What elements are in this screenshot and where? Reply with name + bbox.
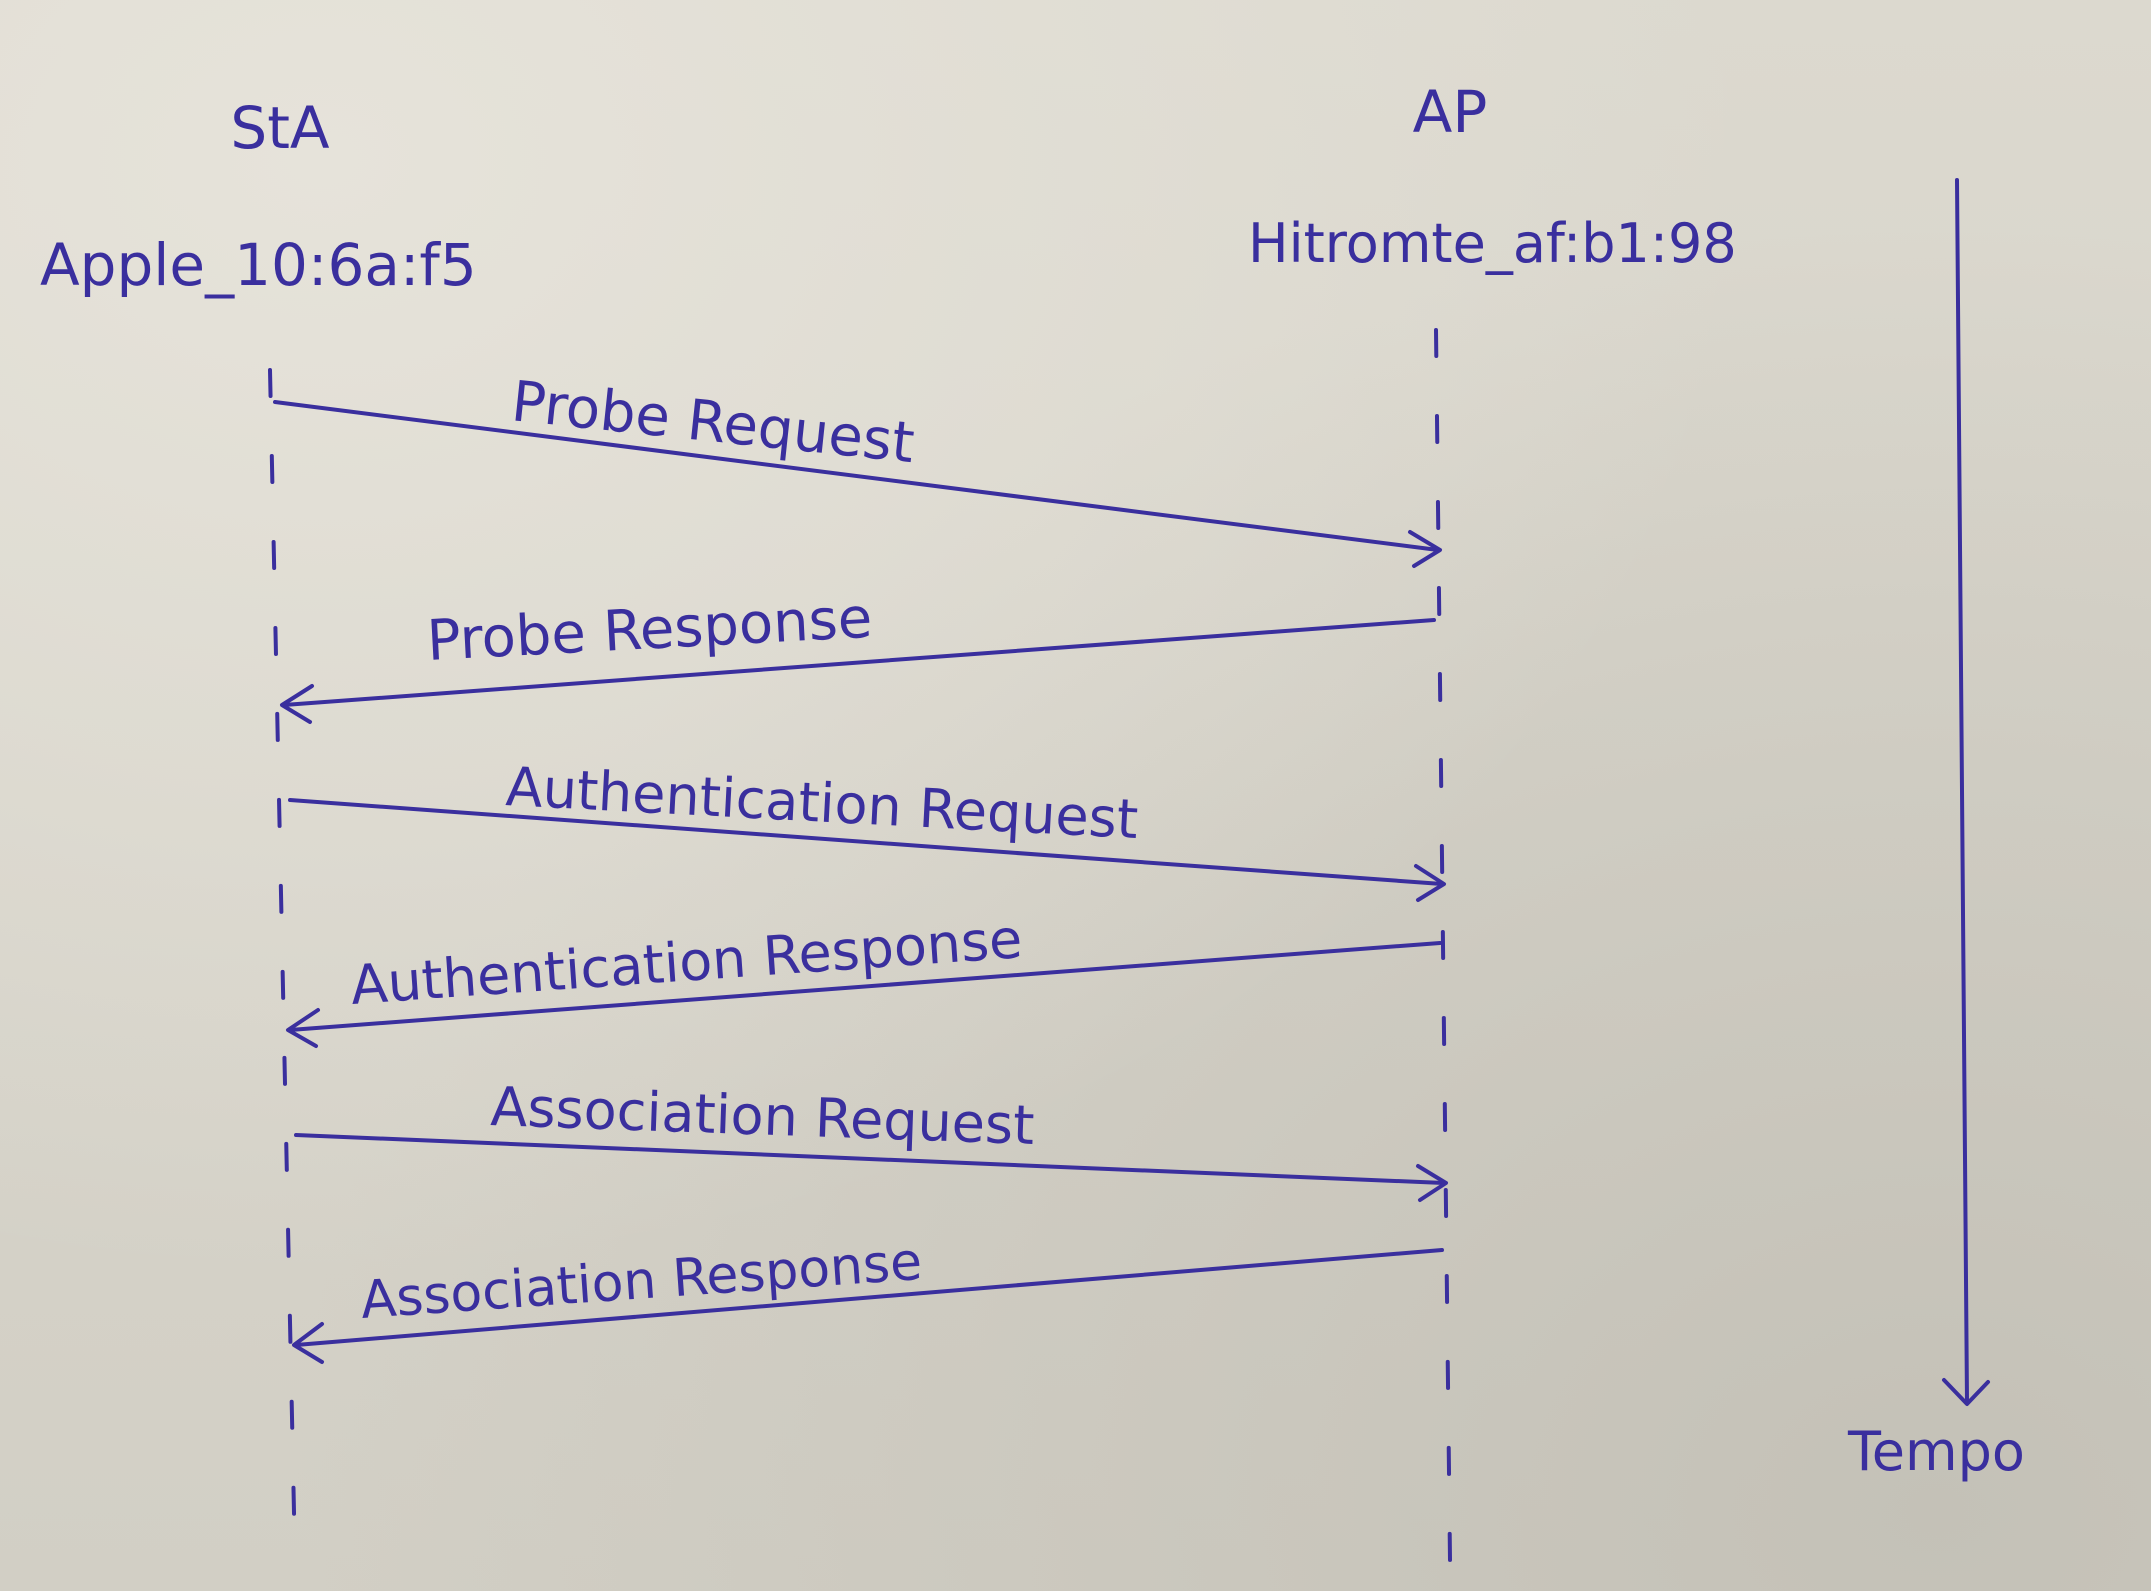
- ap-label: AP: [1412, 78, 1488, 146]
- ap-address: Hitromte_af:b1:98: [1248, 212, 1737, 275]
- message-label: Probe Response: [425, 585, 874, 674]
- time-axis-line: [1957, 180, 1967, 1402]
- message-label: Authentication Response: [348, 907, 1025, 1017]
- message-label: Authentication Request: [504, 755, 1140, 852]
- sta-lifeline: [270, 370, 295, 1560]
- message-probe-request: [275, 369, 1440, 566]
- message-probe-response: [282, 586, 1434, 722]
- message-authentication-response: [288, 907, 1440, 1046]
- time-axis: [1847, 180, 2025, 1483]
- message-label: Association Request: [489, 1075, 1036, 1157]
- message-label: Association Response: [358, 1231, 924, 1331]
- sta-label: StA: [230, 94, 330, 162]
- message-association-request: [296, 1075, 1446, 1200]
- time-axis-label: Tempo: [1848, 1420, 2025, 1483]
- sta-address: Apple_10:6a:f5: [40, 231, 477, 299]
- message-authentication-request: [290, 755, 1444, 900]
- message-label: Probe Request: [508, 369, 918, 477]
- message-association-response: [294, 1232, 1442, 1362]
